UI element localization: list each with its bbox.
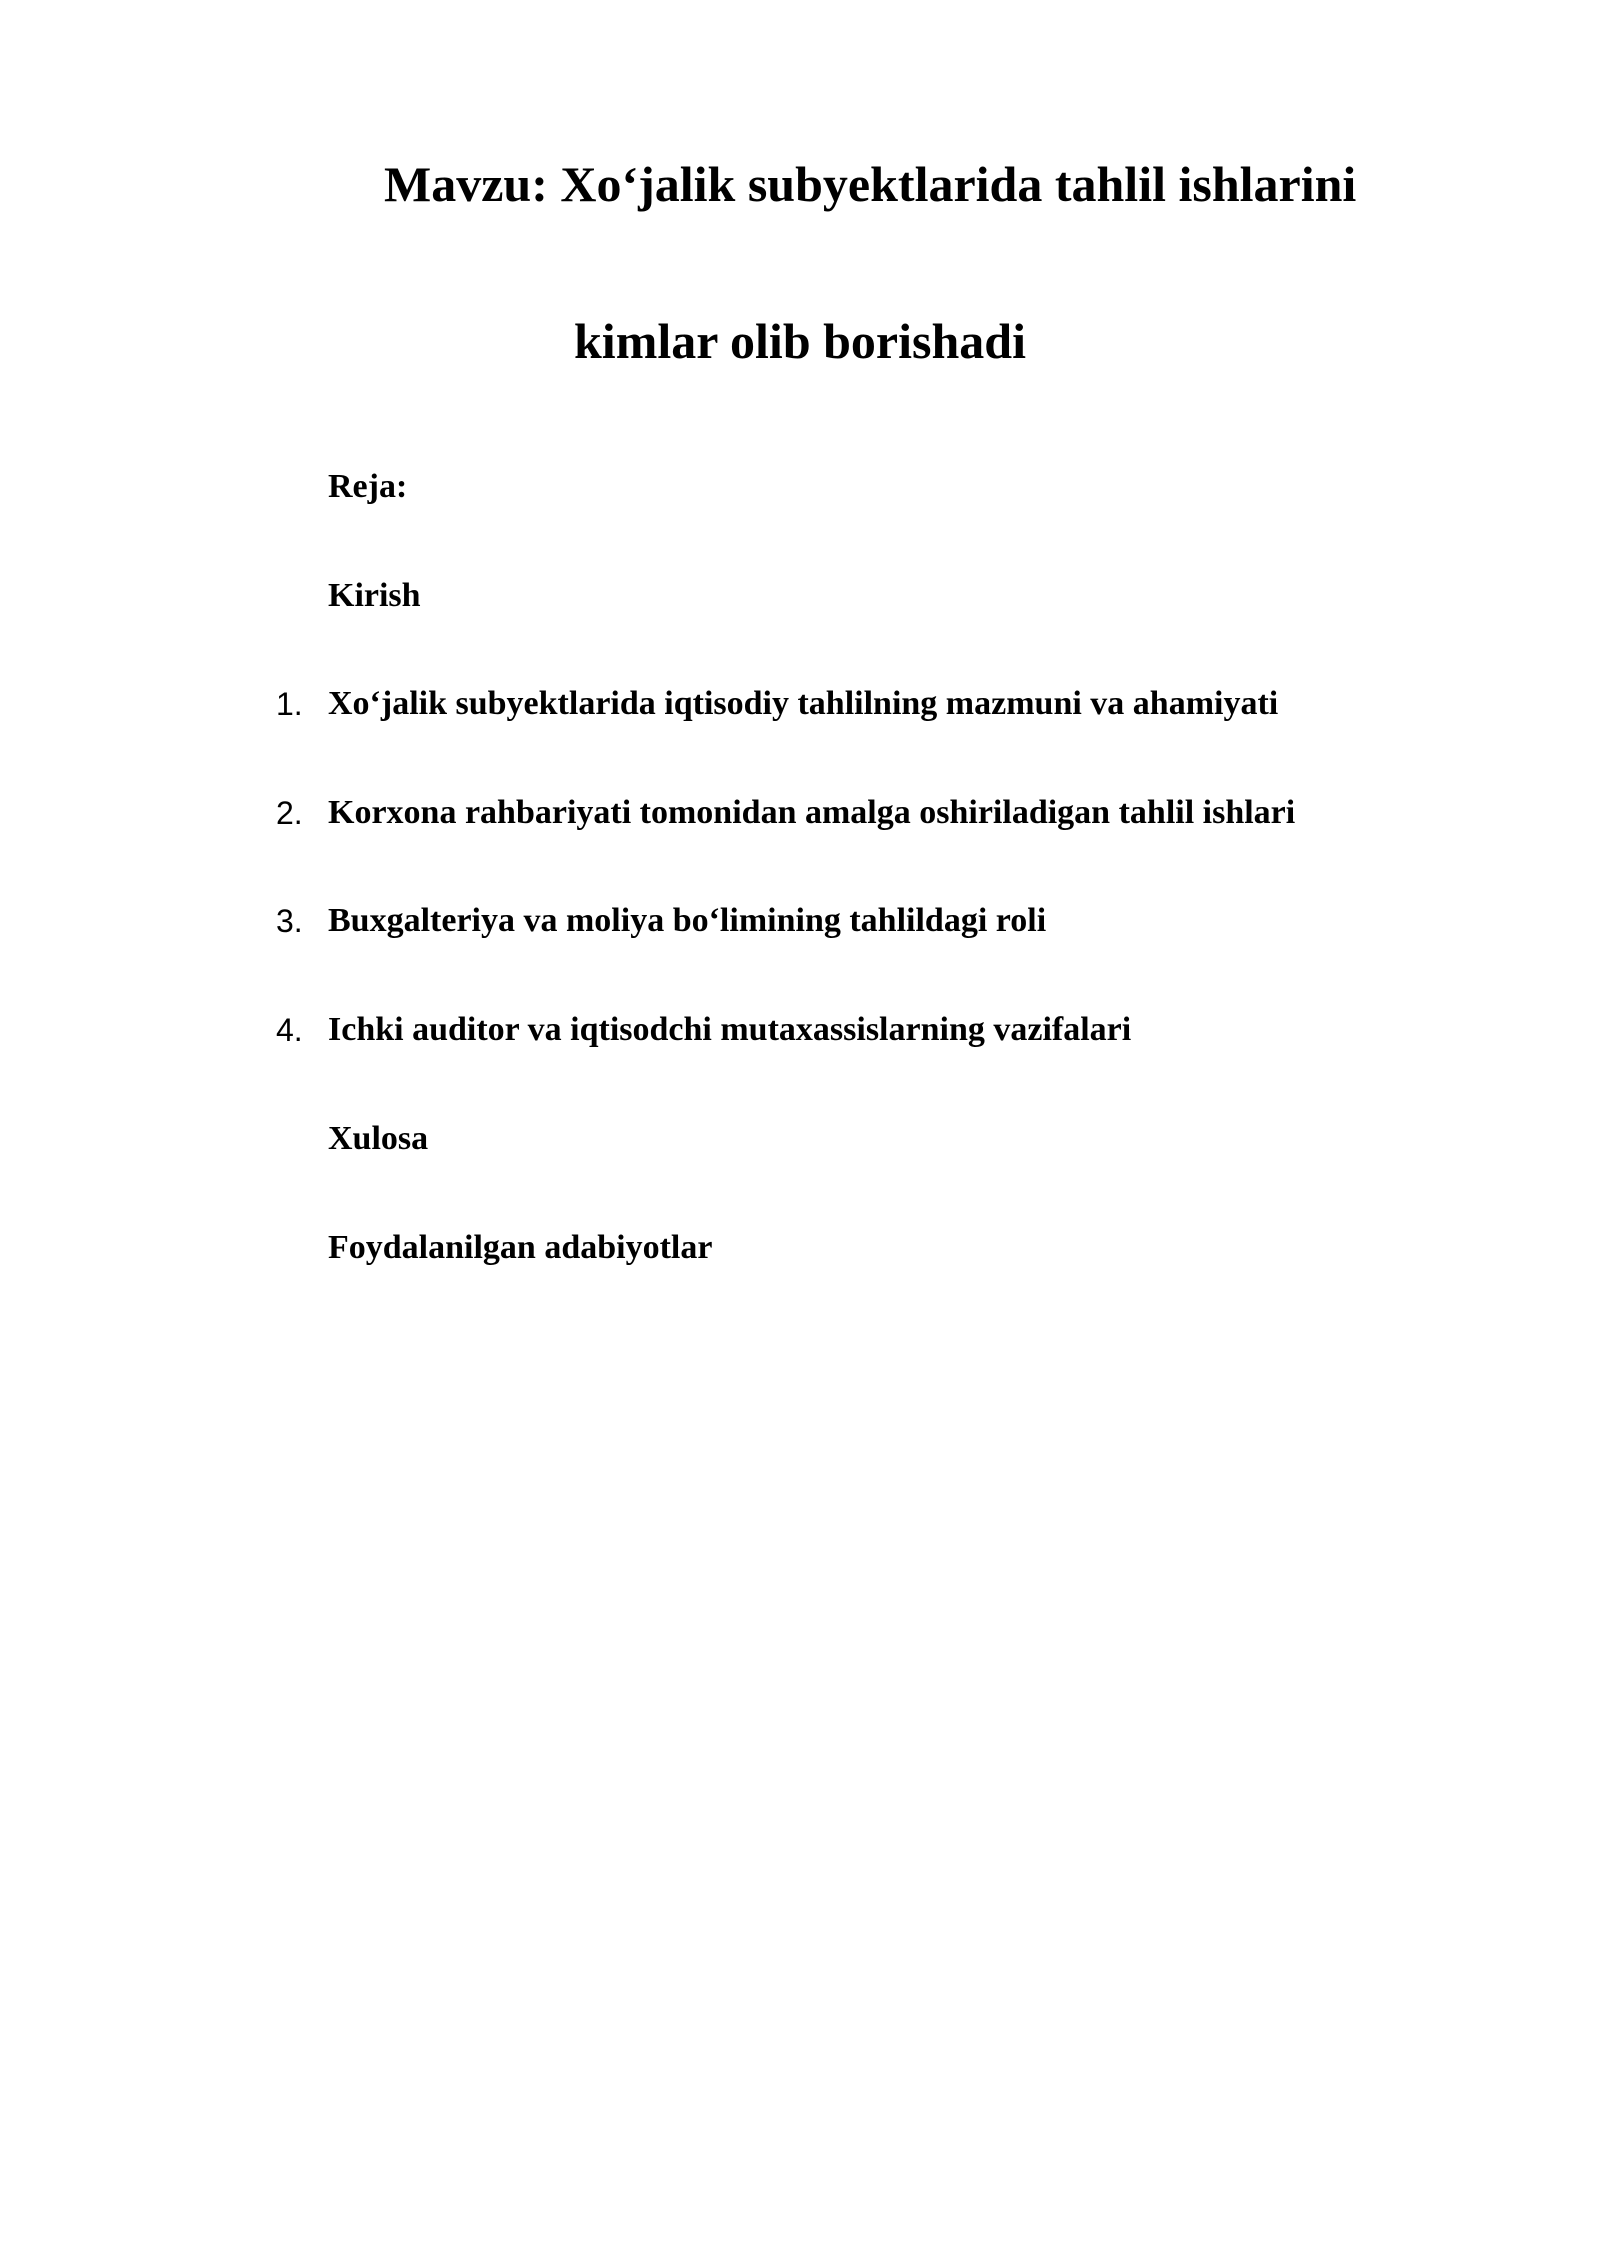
list-item-text: Ichki auditor va iqtisodchi mutaxassislarning vazifalari: [328, 1011, 1132, 1048]
list-item-text: Buxgalteriya va moliya bo‘limining tahlildagi roli: [328, 902, 1047, 939]
list-item-number: 2.: [276, 795, 303, 831]
list-item-text: Korxona rahbariyati tomonidan amalga oshiriladigan tahlil ishlari: [328, 794, 1296, 831]
intro-item: Kirish: [328, 577, 421, 614]
conclusion-item: Xulosa: [328, 1120, 429, 1157]
plan-label: Reja:: [328, 468, 408, 505]
title-line-2: kimlar olib borishadi: [574, 313, 1026, 369]
list-item-number: 4.: [276, 1012, 303, 1048]
list-item-number: 3.: [276, 903, 303, 939]
list-item-text: Xo‘jalik subyektlarida iqtisodiy tahlilning mazmuni va ahamiyati: [328, 685, 1279, 722]
references-item: Foydalanilgan adabiyotlar: [328, 1229, 713, 1266]
list-item-number: 1.: [276, 686, 303, 722]
title-line-1: Mavzu: Xo‘jalik subyektlarida tahlil ishlarini: [384, 156, 1357, 212]
